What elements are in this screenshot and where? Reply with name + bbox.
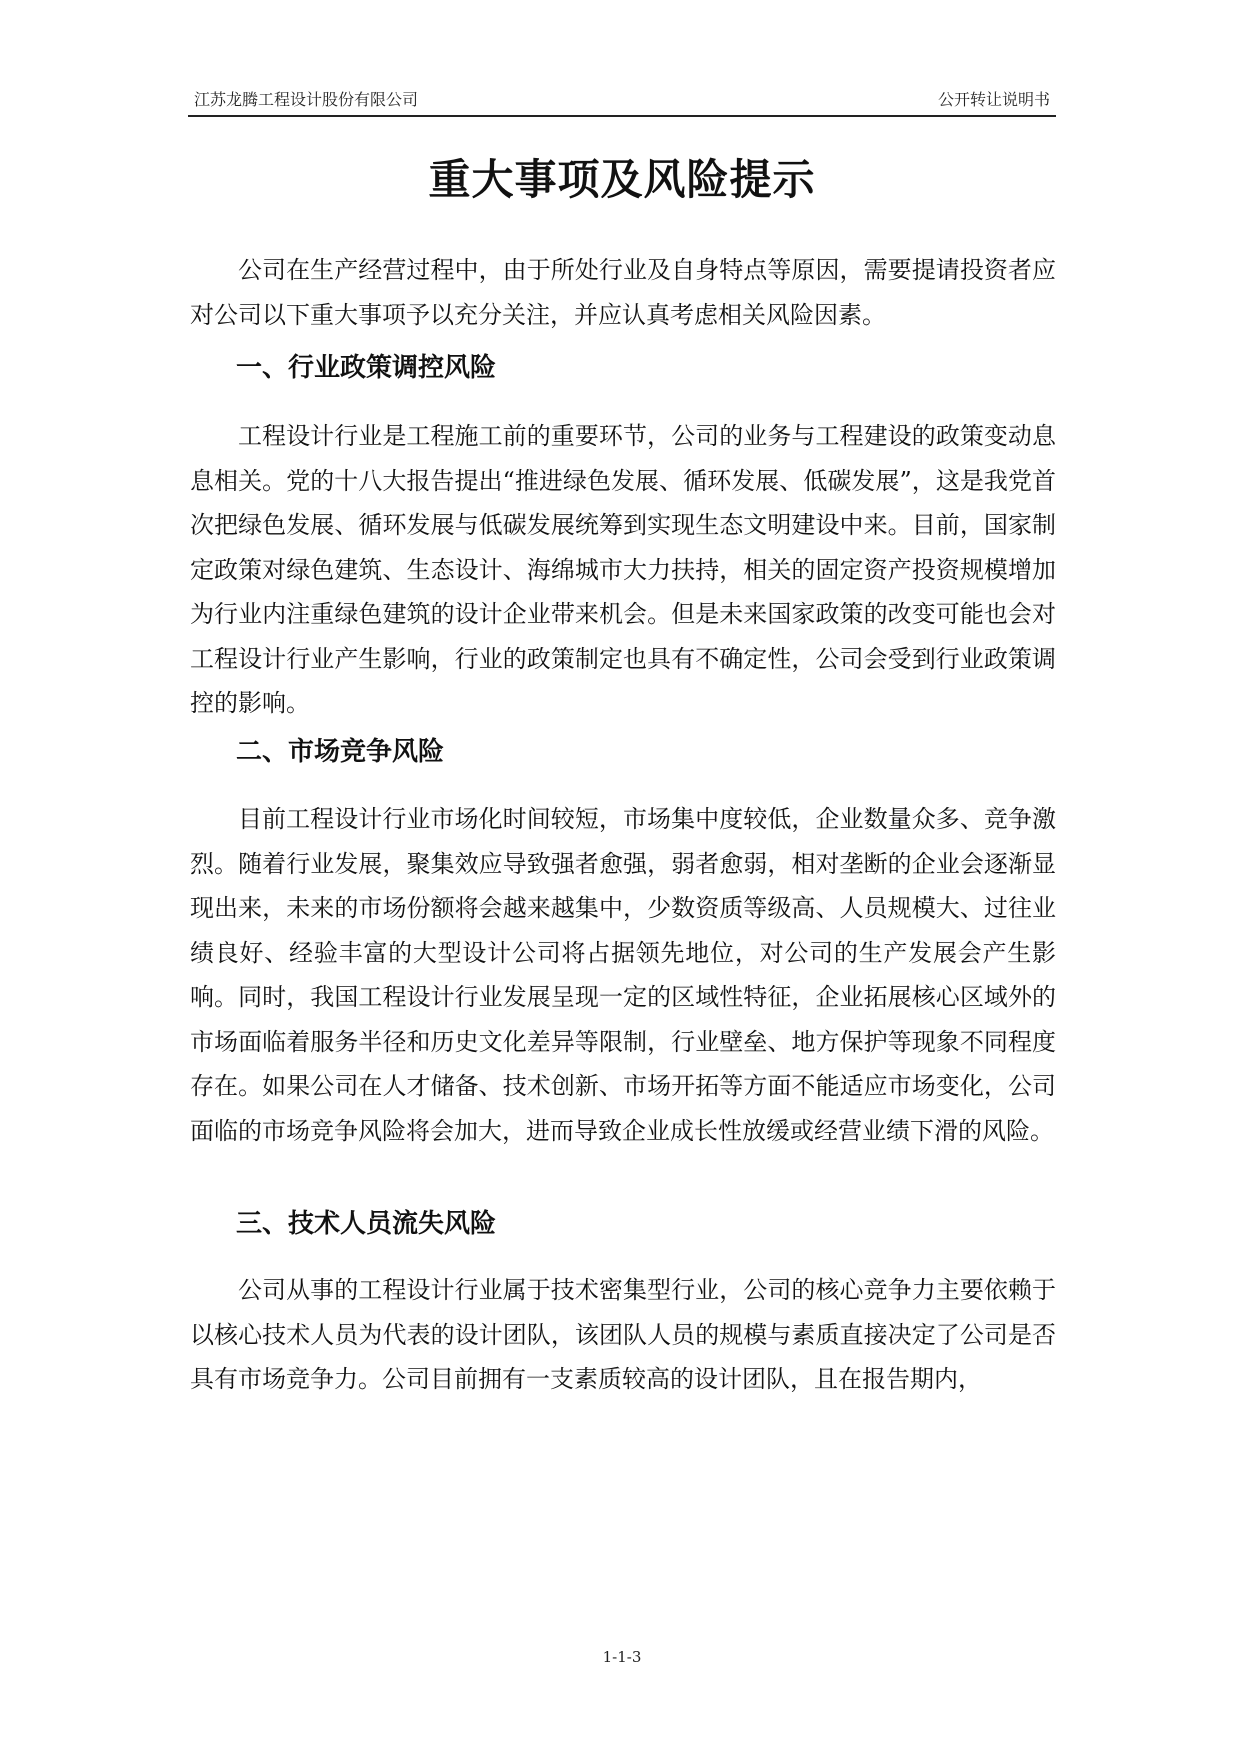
section-body-talent-risk: 公司从事的工程设计行业属于技术密集型行业，公司的核心竞争力主要依赖于以核心技术人员为代表的设计团队，该团队人员的规模与素质直接决定了公司是否具有市场竞争力。公司目前拥有一支素质较高的设计团队，且在报告期内， [190,1276,1056,1393]
section-body-policy-risk: 工程设计行业是工程施工前的重要环节，公司的业务与工程建设的政策变动息息相关。党的十八大报告提出“推进绿色发展、循环发展、低碳发展”，这是我党首次把绿色发展、循环发展与低碳发展统筹到实现生态文明建设中来。目前，国家制定政策对绿色建筑、生态设计、海绵城市大力扶持，相关的固定资产投资规模增加为行业内注重绿色建筑的设计企业带来机会。但是未来国家政策的改变可能也会对工程设计行业产生影响，行业的政策制定也具有不确定性，公司会受到行业政策调控的影响。 [190,422,1056,717]
section-body-competition-risk: 目前工程设计行业市场化时间较短，市场集中度较低，企业数量众多、竞争激烈。随着行业发展，聚集效应导致强者愈强，弱者愈弱，相对垄断的企业会逐渐显现出来，未来的市场份额将会越来越集中，少数资质等级高、人员规模大、过往业绩良好、经验丰富的大型设计公司将占据领先地位，对公司的生产发展会产生影响。同时，我国工程设计行业发展呈现一定的区域性特征，企业拓展核心区域外的市场面临着服务半径和历史文化差异等限制，行业壁垒、地方保护等现象不同程度存在。如果公司在人才储备、技术创新、市场开拓等方面不能适应市场变化，公司面临的市场竞争风险将会加大，进而导致企业成长性放缓或经营业绩下滑的风险。 [190,805,1056,1145]
intro-paragraph: 公司在生产经营过程中，由于所处行业及自身特点等原因，需要提请投资者应对公司以下重大事项予以充分关注，并应认真考虑相关风险因素。 [190,256,1056,329]
section-heading-policy-risk: 一、行业政策调控风险 [236,353,497,383]
section-heading-competition-risk: 二、市场竞争风险 [236,737,445,767]
page-number: 1-1-3 [602,1648,642,1666]
header-divider [188,115,1056,117]
page-header [188,88,1056,116]
header-document-type: 公开转让说明书 [937,90,1050,109]
page-title: 重大事项及风险提示 [428,155,816,204]
header-company-name: 江苏龙腾工程设计股份有限公司 [194,90,419,109]
section-heading-talent-risk: 三、技术人员流失风险 [236,1209,497,1239]
